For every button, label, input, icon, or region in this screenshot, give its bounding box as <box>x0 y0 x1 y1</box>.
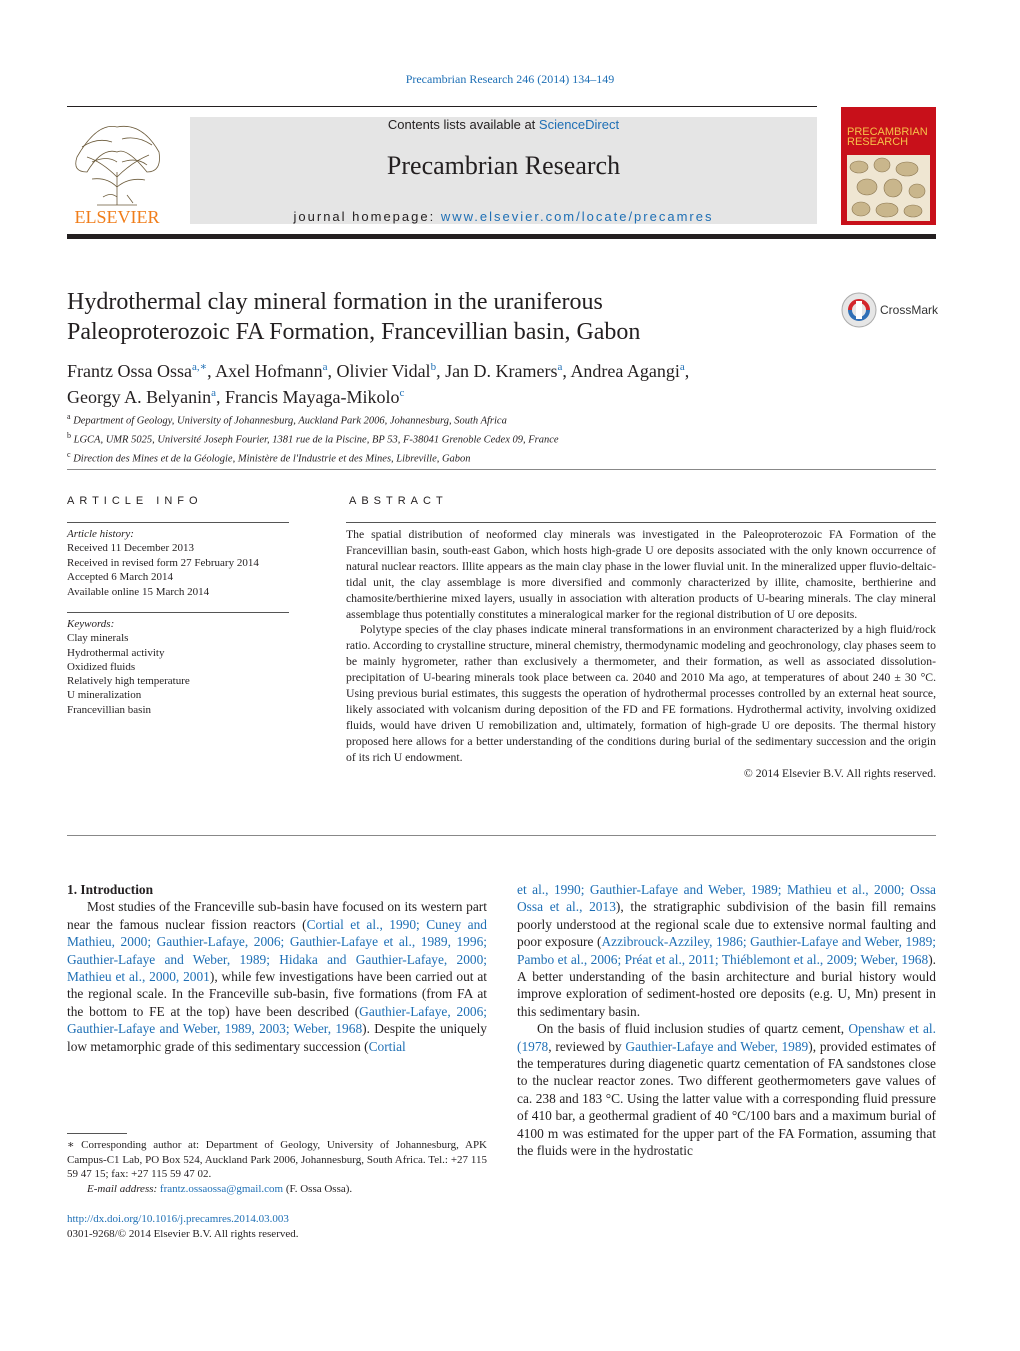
citation-link[interactable]: Cortial et al., 1990; Cuney and Mathieu, 2000; Gauthier-Lafaye, 2006; Gauthier-Lafaye et al., 1989, 1996; Gauthier-Lafaye and Weber, 1989; Hidaka and Gauthier-Lafaye, 2000; Mathieu et al., 2000, 2001 <box>67 916 488 985</box>
section-heading: 1. Introduction <box>67 882 154 897</box>
affiliations <box>67 410 937 467</box>
cover-image <box>847 155 930 221</box>
history-item: Available online 15 March 2014 <box>67 585 210 598</box>
abstract-paragraph: Polytype species of the clay phases indicate mineral transformations in an environment characterized by a high fluid/rock ratio. According to crystalline structure, mineral chemistry, thermodynamic modeling and geochronology, clay phases seem to be mainly hygrometer, rather than exclusively a thermometer, and their formation, as well as associated dissolution-precipitation of U-bearing minerals took place between ca. 2040 and 2010 Ma ago, at temperatures of about 240 ± 30 °C. Using previous burial estimates, this suggests the operation of hydrothermal processes controlled by an external heat source, likely associated with volcanism during deposition of the FD and FE formations. Hydrothermal activity, involving oxidized fluids, would have driven U remobilization and, ultimately, formation of high-grade U ore deposits. The thermal history proposed here allows for a better understanding of the conditions during burial of the sedimentary succession and the origin of its rich U endowment. <box>346 623 936 764</box>
abstract-paragraph: The spatial distribution of neoformed clay minerals was investigated in the Paleoproterozoic FA Formation of the Francevillian basin, south-east Gabon, which hosts high-grade U ore deposits associated with the only known occurrence of natural nuclear reactors. Illite appears as the main clay phase in the lower fluvial unit. In the mineralized upper fluvio-deltaic-tidal unit, the clay assemblage is more diversified and commonly characterized by illite, chamosite, berthierine and chamosite/berthierine mixed layers, usually in association with alteration products of U-bearing minerals. The clay mineral assemblage thus potentially constitutes a mineralogical marker for the regional distribution of U ore deposits. <box>346 528 936 621</box>
divider <box>67 522 289 523</box>
abstract-heading: ABSTRACT <box>349 495 448 507</box>
history-item: Accepted 6 March 2014 <box>67 571 173 584</box>
doi-block <box>67 1212 487 1241</box>
cover-title: PRECAMBRIAN RESEARCH <box>847 126 928 148</box>
keywords-label: Keywords: <box>67 618 115 630</box>
history-item: Received 11 December 2013 <box>67 542 194 555</box>
body-right-column <box>517 881 936 1160</box>
body-paragraph: Most studies of the Franceville sub-basin have focused on its western part near the famous nuclear fission reactors (Cortial et al., 1990; Cuney and Mathieu, 2000; Gauthier-Lafaye, 2006; Gauthier-Lafaye et al., 1989, 1996; Gauthier-Lafaye and Weber, 1989; Hidaka and Gauthier-Lafaye, 2000; Mathieu et al., 2000, 2001), while few investigations have been carried out at the regional scale. In the Franceville sub-basin, five formations (from FA at the bottom to FE at the top) have been described (Gauthier-Lafaye, 2006; Gauthier-Lafaye and Weber, 1989, 2003; Weber, 1968). Despite the uniquely low metamorphic grade of this sedimentary succession (Cortial <box>67 899 488 1054</box>
affiliation: $^a$ Department of Geology, University of Johannesburg, Auckland Park 2006, Johannesburg, South Africa <box>67 412 507 427</box>
article-info-heading: ARTICLE INFO <box>67 495 203 507</box>
abstract-body <box>346 527 936 782</box>
keywords <box>67 617 289 717</box>
header-divider <box>67 234 936 239</box>
corresponding-author-note: ∗ Corresponding author at: Department of Geology, University of Johannesburg, APK Campus-C1 Lab, PO Box 524, Auckland Park 2006, Johannesburg, South Africa. Tel.: +27 115 59 47 15; fax: +27 115 59 47 02. <box>67 1139 487 1180</box>
body-paragraph: et al., 1990; Gauthier-Lafaye and Weber, 1989; Mathieu et al., 2000; Ossa Ossa et al., 2013), the stratigraphic subdivision of the basin fill remains poorly understood at the regional scale due to extensive normal faulting and poor exposure (Azzibrouck-Azziley, 1986; Gauthier-Lafaye and Weber, 1989; Pambo et al., 2006; Préat et al., 2011; Thiéblemont et al., 2009; Weber, 1968). A better understanding of the basin architecture and burial history would improve exploration of sediment-hosted ore deposits (e.g. U, Mn) present in this sedimentary basin. <box>517 882 936 1019</box>
crossmark-icon <box>840 291 878 329</box>
citation-link[interactable]: et al., 1990; Gauthier-Lafaye and Weber, 1989; Mathieu et al., 2000; Ossa Ossa et al., 2013 <box>517 882 936 915</box>
author-list: Frantz Ossa Ossa$^{a,∗}$, Axel Hofmann$^a$, Olivier Vidal$^b$, Jan D. Kramers$^a$, Andrea Agangi$^a$, Georgy A. Belyanin$^a$, Francis Mayaga-Mikolo$^c$ <box>67 361 690 407</box>
divider <box>346 522 936 523</box>
keyword: Hydrothermal activity <box>67 646 165 659</box>
keyword: Francevillian basin <box>67 703 152 716</box>
article-history <box>67 527 289 599</box>
body-left-column <box>67 881 487 1055</box>
citation-link[interactable]: Gauthier-Lafaye and Weber, 1989 <box>625 1038 809 1054</box>
affiliation: $^b$ LGCA, UMR 5025, Université Joseph Fourier, 1381 rue de la Piscine, BP 53, F-38041 Grenoble Cedex 09, France <box>67 431 559 446</box>
email-link[interactable]: frantz.ossaossa@gmail.com <box>159 1182 284 1195</box>
elsevier-tree-icon <box>67 117 167 227</box>
author[interactable]: Georgy A. Belyanin$^a$ <box>67 387 217 407</box>
divider <box>67 469 936 470</box>
crossmark-button[interactable] <box>840 291 940 331</box>
author[interactable]: Jan D. Kramers$^a$ <box>445 361 563 381</box>
email-line: E-mail address: frantz.ossaossa@gmail.com (F. Ossa Ossa). <box>87 1182 353 1195</box>
citation-link[interactable]: Cortial <box>368 1038 406 1054</box>
footnote-divider <box>67 1133 127 1134</box>
history-item: Received in revised form 27 February 2014 <box>67 556 259 569</box>
abstract-copyright: © 2014 Elsevier B.V. All rights reserved. <box>743 766 936 780</box>
doi-link[interactable]: http://dx.doi.org/10.1016/j.precamres.2014.03.003 <box>67 1213 289 1225</box>
citation-link[interactable]: Azzibrouck-Azziley, 1986; Gauthier-Lafaye and Weber, 1989; Pambo et al., 2006; Préat et al., 2011; Thiéblemont et al., 2009; Weber, 1968 <box>517 934 936 967</box>
issn-line: 0301-9268/© 2014 Elsevier B.V. All rights reserved. <box>67 1227 299 1240</box>
sciencedirect-link[interactable]: ScienceDirect <box>538 117 620 132</box>
divider <box>67 106 817 107</box>
divider <box>67 835 936 836</box>
journal-banner <box>190 117 817 224</box>
svg-text:ELSEVIER: ELSEVIER <box>74 207 160 227</box>
footnote <box>67 1138 487 1196</box>
author[interactable]: Andrea Agangi$^a$ <box>570 361 685 381</box>
author[interactable]: Axel Hofmann$^a$ <box>215 361 328 381</box>
journal-cover[interactable] <box>841 107 936 225</box>
body-paragraph: On the basis of fluid inclusion studies of quartz cement, Openshaw et al. (1978, reviewed by Gauthier-Lafaye and Weber, 1989), provided estimates of the temperatures during diagenetic quartz cementation of FA sandstones close to the nuclear reactor zones. Two different geothermometers gave values of ca. 238 and 183 °C. Using the latter value with a corresponding fluid pressure of 410 bar, a geothermal gradient of 40 °C/100 bars and a maximum burial of 4100 m was estimated for the upper part of the FA Formation, assuming that the fluids were in the hydrostatic <box>517 1021 936 1159</box>
keyword: Oxidized fluids <box>67 660 136 673</box>
keyword: Relatively high temperature <box>67 675 190 688</box>
keyword: U mineralization <box>67 689 142 702</box>
author[interactable]: Frantz Ossa Ossa$^{a,∗}$ <box>67 361 208 381</box>
journal-title: Precambrian Research <box>386 151 621 180</box>
author[interactable]: Francis Mayaga-Mikolo$^c$ <box>225 387 405 407</box>
affiliation: $^c$ Direction des Mines et de la Géologie, Ministère de l'Industrie et des Mines, Libreville, Gabon <box>67 450 471 465</box>
elsevier-logo <box>67 117 167 227</box>
citation-link[interactable]: Gauthier-Lafaye, 2006; Gauthier-Lafaye and Weber, 1989, 2003; Weber, 1968 <box>67 1003 487 1037</box>
journal-citation[interactable] <box>0 72 1020 87</box>
crossmark-label: CrossMark <box>880 303 939 317</box>
citation-link[interactable]: Precambrian Research 246 (2014) 134–149 <box>405 72 615 86</box>
divider <box>67 612 289 613</box>
history-label: Article history: <box>67 528 134 540</box>
author[interactable]: Olivier Vidal$^b$ <box>336 361 437 381</box>
homepage-link[interactable]: www.elsevier.com/locate/precamres <box>440 209 714 224</box>
journal-homepage: journal homepage: www.elsevier.com/locate/precamres <box>293 209 714 224</box>
cover-micrograph-icon <box>847 155 930 221</box>
contents-availability: Contents lists available at ScienceDirect <box>387 117 620 132</box>
article-title: Hydrothermal clay mineral formation in the uraniferous Paleoproterozoic FA Formation, Francevillian basin, Gabon <box>67 289 641 345</box>
citation-link[interactable]: Openshaw et al. (1978 <box>517 1021 936 1054</box>
keyword: Clay minerals <box>67 632 129 645</box>
